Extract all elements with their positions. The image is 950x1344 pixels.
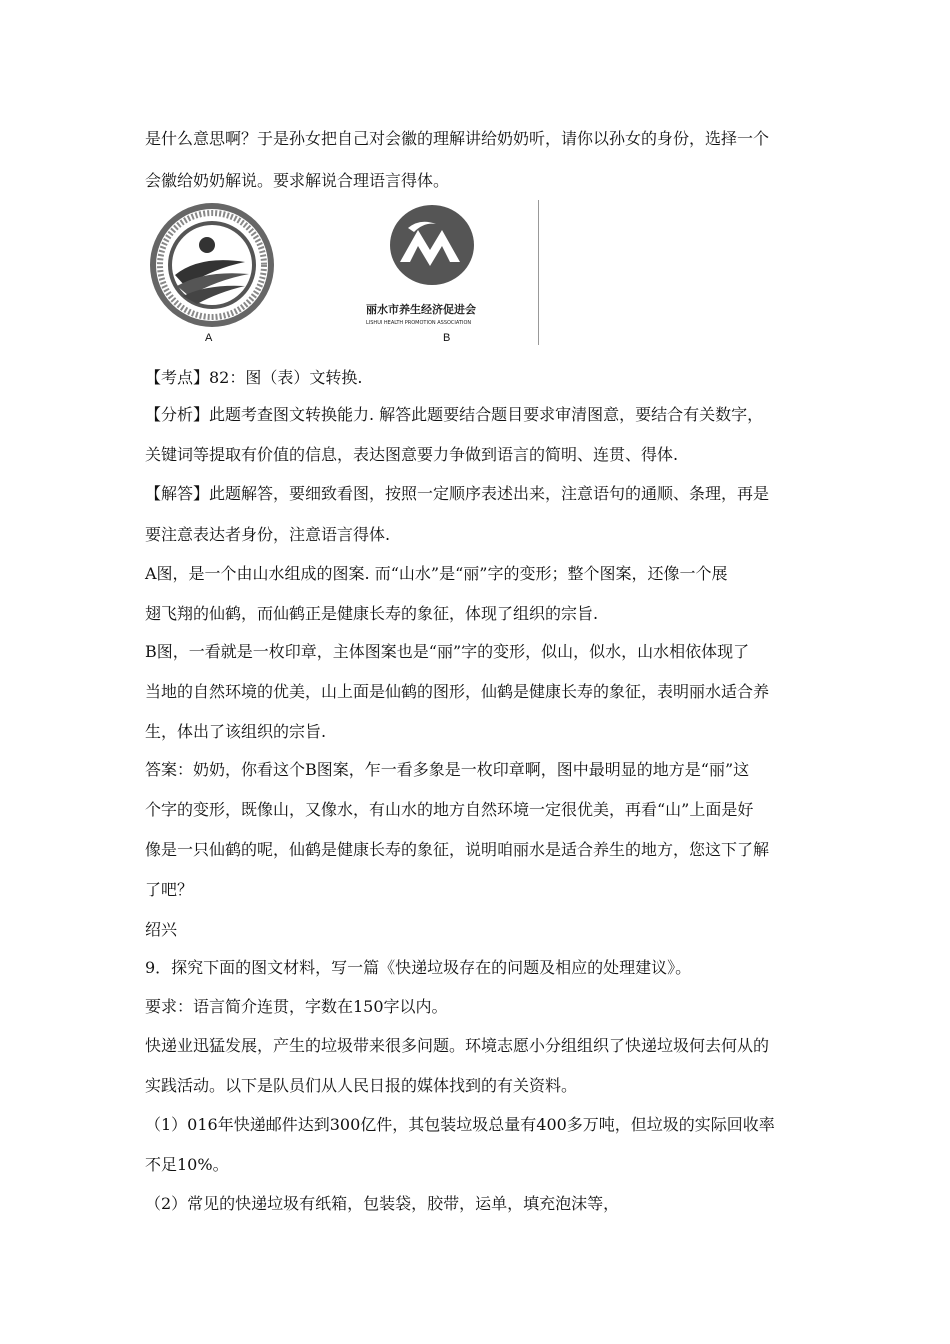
paragraph-line: 像是一只仙鹤的呢，仙鹤是健康长寿的象征，说明咱丽水是适合养生的地方，您这下了解 <box>145 840 770 859</box>
paragraph-line: B图，一看就是一枚印章，主体图案也是“丽”字的变形，似山，似水，山水相依体现了 <box>145 642 750 661</box>
paragraph-line: 了吧？ <box>145 880 194 899</box>
logo-b-en-text: LISHUI HEALTH PROMOTION ASSOCIATION <box>366 320 472 326</box>
paragraph-line: （1）016年快递邮件达到300亿件，其包装垃圾总量有400多万吨，但垃圾的实际回收率 <box>145 1115 775 1134</box>
paragraph-line: 当地的自然环境的优美，山上面是仙鹤的图形，仙鹤是健康长寿的象征，表明丽水适合养 <box>145 682 770 701</box>
paragraph-line: 【考点】82：图（表）文转换. <box>145 368 363 387</box>
paragraph-line: 答案：奶奶，你看这个B图案，乍一看多象是一枚印章啊，图中最明显的地方是“丽”这 <box>145 760 750 779</box>
paragraph-line: 是什么意思啊？于是孙女把自己对会徽的理解讲给奶奶听，请你以孙女的身份，选择一个 <box>145 129 770 148</box>
paragraph-line: A图，是一个由山水组成的图案. 而“山水”是“丽”字的变形；整个图案，还像一个展 <box>145 564 728 583</box>
paragraph-line: 快递业迅猛发展，产生的垃圾带来很多问题。环境志愿小分组组织了快递垃圾何去何从的 <box>145 1036 770 1055</box>
paragraph-line: 翅飞翔的仙鹤，而仙鹤正是健康长寿的象征，体现了组织的宗旨. <box>145 604 599 623</box>
logo-b-cn-text: 丽水市养生经济促进会 <box>366 303 476 316</box>
figure-divider <box>538 200 539 345</box>
paragraph-line: 【分析】此题考查图文转换能力. 解答此题要结合题目要求审清图意，要结合有关数字， <box>145 405 764 424</box>
paragraph-line: 要注意表达者身份，注意语言得体. <box>145 525 391 544</box>
logo-b-emblem <box>360 200 540 350</box>
paragraph-line: 绍兴 <box>145 920 178 939</box>
logo-figure <box>145 200 545 350</box>
paragraph-line: 会徽给奶奶解说。要求解说合理语言得体。 <box>145 171 450 190</box>
paragraph-line: 生，体出了该组织的宗旨. <box>145 722 327 741</box>
paragraph-line: 不足10%。 <box>145 1155 229 1174</box>
paragraph-line: 关键词等提取有价值的信息，表达图意要力争做到语言的简明、连贯、得体. <box>145 445 679 464</box>
logo-a-emblem <box>145 200 280 340</box>
paragraph-line: 9．探究下面的图文材料，写一篇《快递垃圾存在的问题及相应的处理建议》。 <box>145 958 692 977</box>
paragraph-line: （2）常见的快递垃圾有纸箱，包装袋，胶带，运单，填充泡沫等， <box>145 1194 620 1213</box>
paragraph-line: 实践活动。以下是队员们从人民日报的媒体找到的有关资料。 <box>145 1076 578 1095</box>
paragraph-line: 个字的变形，既像山，又像水，有山水的地方自然环境一定很优美，再看“山”上面是好 <box>145 800 754 819</box>
figure-label-a: A <box>205 332 213 344</box>
figure-label-b: B <box>443 332 451 344</box>
paragraph-line: 要求：语言简介连贯，字数在150字以内。 <box>145 997 448 1016</box>
paragraph-line: 【解答】此题解答，要细致看图，按照一定顺序表述出来，注意语句的通顺、条理，再是 <box>145 484 770 503</box>
